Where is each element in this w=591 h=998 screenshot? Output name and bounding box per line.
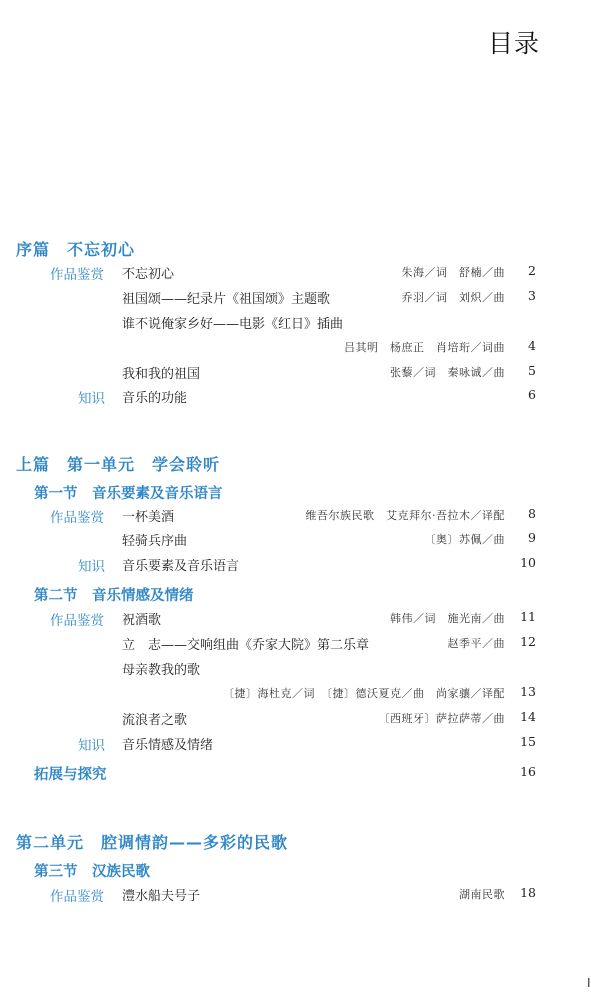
toc-entry-title[interactable]: 立 志——交响组曲《乔家大院》第二乐章 bbox=[122, 638, 370, 653]
label-knowledge: 知识 bbox=[78, 738, 105, 754]
part-heading-unit2[interactable]: 第二单元 腔调情韵——多彩的民歌 bbox=[16, 833, 289, 852]
label-works-appreciation: 作品鉴赏 bbox=[50, 267, 104, 283]
toc-entry-page[interactable]: 10 bbox=[520, 555, 536, 570]
label-knowledge: 知识 bbox=[78, 559, 105, 575]
toc-knowledge-title[interactable]: 音乐情感及情绪 bbox=[122, 738, 214, 753]
toc-entry-credit: 乔羽／词 刘炽／曲 bbox=[401, 291, 505, 304]
toc-entry-page[interactable]: 5 bbox=[528, 363, 536, 378]
toc-knowledge-title[interactable]: 音乐要素及音乐语言 bbox=[122, 559, 240, 574]
toc-entry-title[interactable]: 流浪者之歌 bbox=[122, 713, 188, 728]
toc-entry-page[interactable]: 4 bbox=[528, 338, 536, 353]
label-works-appreciation: 作品鉴赏 bbox=[50, 889, 104, 905]
toc-entry-credit: 〔奥〕苏佩／曲 bbox=[424, 533, 505, 546]
toc-entry-page[interactable]: 15 bbox=[520, 734, 536, 749]
toc-entry-title[interactable]: 祝酒歌 bbox=[122, 613, 162, 628]
page-folio: I bbox=[587, 976, 591, 990]
page-title: 目录 bbox=[488, 29, 541, 58]
toc-entry-title[interactable]: 母亲教我的歌 bbox=[122, 663, 201, 678]
toc-entry-credit: 吕其明 杨庶正 肖培珩／词曲 bbox=[344, 341, 505, 354]
part-heading-prologue[interactable]: 序篇 不忘初心 bbox=[16, 240, 136, 259]
part-heading-unit1[interactable]: 上篇 第一单元 学会聆听 bbox=[16, 455, 221, 474]
toc-entry-page[interactable]: 12 bbox=[520, 634, 536, 649]
toc-entry-page[interactable]: 13 bbox=[520, 684, 536, 699]
toc-entry-title[interactable]: 不忘初心 bbox=[122, 267, 175, 282]
toc-entry-credit: 赵季平／曲 bbox=[447, 637, 505, 650]
toc-entry-page[interactable]: 2 bbox=[528, 263, 536, 278]
label-knowledge: 知识 bbox=[78, 391, 105, 407]
toc-entry-page[interactable]: 6 bbox=[528, 387, 536, 402]
toc-entry-credit: 〔捷〕海杜克／词 〔捷〕德沃夏克／曲 尚家骧／译配 bbox=[223, 687, 505, 700]
toc-entry-page[interactable]: 16 bbox=[520, 764, 536, 779]
section-heading-3[interactable]: 第三节 汉族民歌 bbox=[34, 864, 150, 880]
toc-entry-credit: 朱海／词 舒楠／曲 bbox=[401, 266, 505, 279]
toc-entry-credit: 〔西班牙〕萨拉萨蒂／曲 bbox=[378, 712, 505, 725]
toc-entry-title[interactable]: 祖国颂——纪录片《祖国颂》主题歌 bbox=[122, 292, 331, 307]
toc-entry-page[interactable]: 14 bbox=[520, 709, 536, 724]
toc-entry-credit: 维吾尔族民歌 艾克拜尔·吾拉木／译配 bbox=[305, 509, 505, 522]
toc-entry-page[interactable]: 9 bbox=[528, 530, 536, 545]
toc-entry-title[interactable]: 一杯美酒 bbox=[122, 510, 175, 525]
toc-entry-title[interactable]: 轻骑兵序曲 bbox=[122, 534, 188, 549]
toc-entry-credit: 韩伟／词 施光南／曲 bbox=[390, 612, 505, 625]
section-heading-1[interactable]: 第一节 音乐要素及音乐语言 bbox=[34, 486, 223, 502]
toc-entry-title[interactable]: 谁不说俺家乡好——电影《红日》插曲 bbox=[122, 317, 344, 332]
section-heading-2[interactable]: 第二节 音乐情感及情绪 bbox=[34, 588, 194, 604]
extension-heading[interactable]: 拓展与探究 bbox=[34, 767, 107, 783]
toc-knowledge-title[interactable]: 音乐的功能 bbox=[122, 391, 188, 406]
toc-entry-page[interactable]: 8 bbox=[528, 506, 536, 521]
toc-entry-title[interactable]: 我和我的祖国 bbox=[122, 367, 201, 382]
label-works-appreciation: 作品鉴赏 bbox=[50, 510, 104, 526]
toc-entry-credit: 湖南民歌 bbox=[459, 888, 505, 901]
toc-entry-page[interactable]: 3 bbox=[528, 288, 536, 303]
toc-entry-title[interactable]: 澧水船夫号子 bbox=[122, 889, 201, 904]
label-works-appreciation: 作品鉴赏 bbox=[50, 613, 104, 629]
toc-entry-credit: 张藜／词 秦咏诚／曲 bbox=[390, 366, 505, 379]
toc-entry-page[interactable]: 18 bbox=[520, 885, 536, 900]
toc-entry-page[interactable]: 11 bbox=[520, 609, 536, 624]
